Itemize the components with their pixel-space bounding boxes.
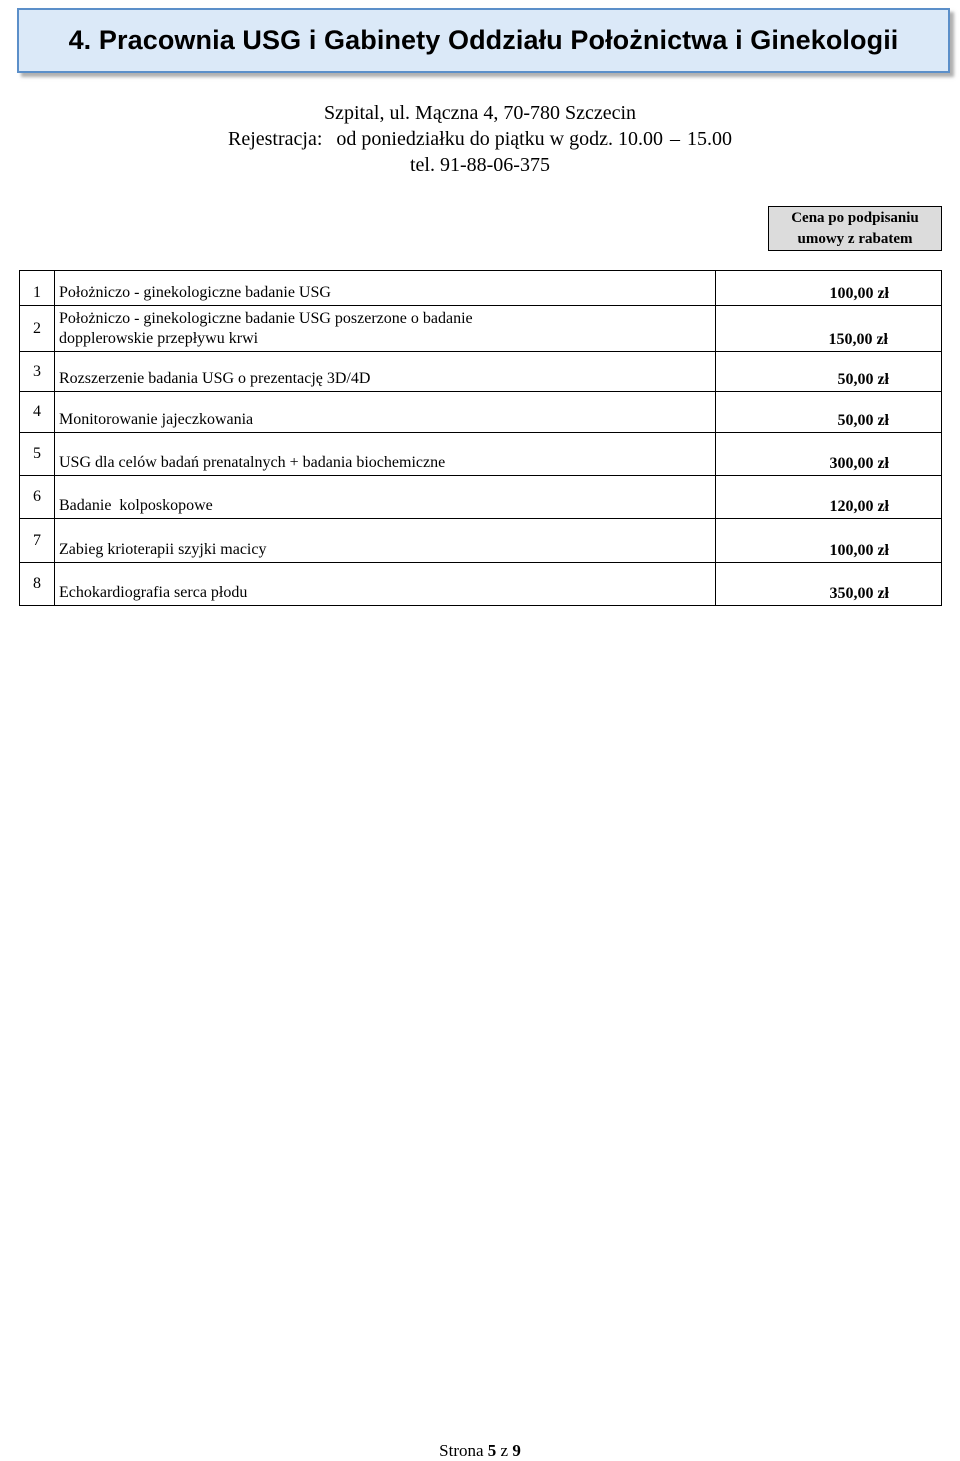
- table-row: [20, 271, 942, 306]
- service-name: Badanie kolposkopowe: [55, 476, 716, 519]
- service-name: Położniczo - ginekologiczne badanie USG poszerzone o badanie dopplerowskie przepływu krwi: [55, 306, 716, 352]
- table-row: [20, 563, 942, 606]
- total-pages: 9: [512, 1441, 521, 1460]
- service-name: Rozszerzenie badania USG o prezentację 3D/4D: [55, 352, 716, 392]
- table-row: [20, 519, 942, 563]
- row-number: 2: [20, 306, 55, 352]
- price-column-header: [768, 206, 942, 251]
- price-list-table: [19, 270, 942, 606]
- registration-label: Rejestracja:: [227, 128, 323, 150]
- page-footer: [0, 1441, 960, 1461]
- service-name: Położniczo - ginekologiczne badanie USG: [55, 271, 716, 306]
- page-of: z: [500, 1441, 509, 1460]
- registration-days: od poniedziałku do piątku w godz. 10.00: [336, 128, 664, 150]
- table-row: [20, 306, 942, 352]
- service-price: 100,00 zł: [716, 271, 942, 306]
- service-price: 300,00 zł: [716, 433, 942, 476]
- phone-number: tel. 91-88-06-375: [410, 154, 550, 176]
- registration-end: 15.00: [687, 128, 733, 150]
- service-price: 50,00 zł: [716, 392, 942, 433]
- table-row: [20, 433, 942, 476]
- service-name: Echokardiografia serca płodu: [55, 563, 716, 606]
- row-number: 7: [20, 519, 55, 563]
- current-page: 5: [487, 1441, 497, 1460]
- row-number: 3: [20, 352, 55, 392]
- section-title-box: [17, 8, 950, 73]
- table-row: [20, 392, 942, 433]
- service-name: USG dla celów badań prenatalnych + badania biochemiczne: [55, 433, 716, 476]
- row-number: 5: [20, 433, 55, 476]
- service-price: 150,00 zł: [716, 306, 942, 352]
- section-title: 4. Pracownia USG i Gabinety Oddziału Położnictwa i Ginekologii: [68, 25, 899, 55]
- service-name: Monitorowanie jajeczkowania: [55, 392, 716, 433]
- service-price: 120,00 zł: [716, 476, 942, 519]
- registration-dash: –: [670, 128, 681, 150]
- hospital-address: Szpital, ul. Mączna 4, 70-780 Szczecin: [323, 102, 637, 124]
- row-number: 8: [20, 563, 55, 606]
- price-header-line1: Cena po podpisaniu: [791, 210, 919, 226]
- registration-hours: [0, 126, 960, 152]
- page-label: Strona: [439, 1441, 484, 1460]
- table-row: [20, 476, 942, 519]
- service-price: 350,00 zł: [716, 563, 942, 606]
- service-price: 50,00 zł: [716, 352, 942, 392]
- service-name: Zabieg krioterapii szyjki macicy: [55, 519, 716, 563]
- row-number: 4: [20, 392, 55, 433]
- table-row: [20, 352, 942, 392]
- service-price: 100,00 zł: [716, 519, 942, 563]
- price-header-line2: umowy z rabatem: [797, 231, 913, 247]
- row-number: 6: [20, 476, 55, 519]
- row-number: 1: [20, 271, 55, 306]
